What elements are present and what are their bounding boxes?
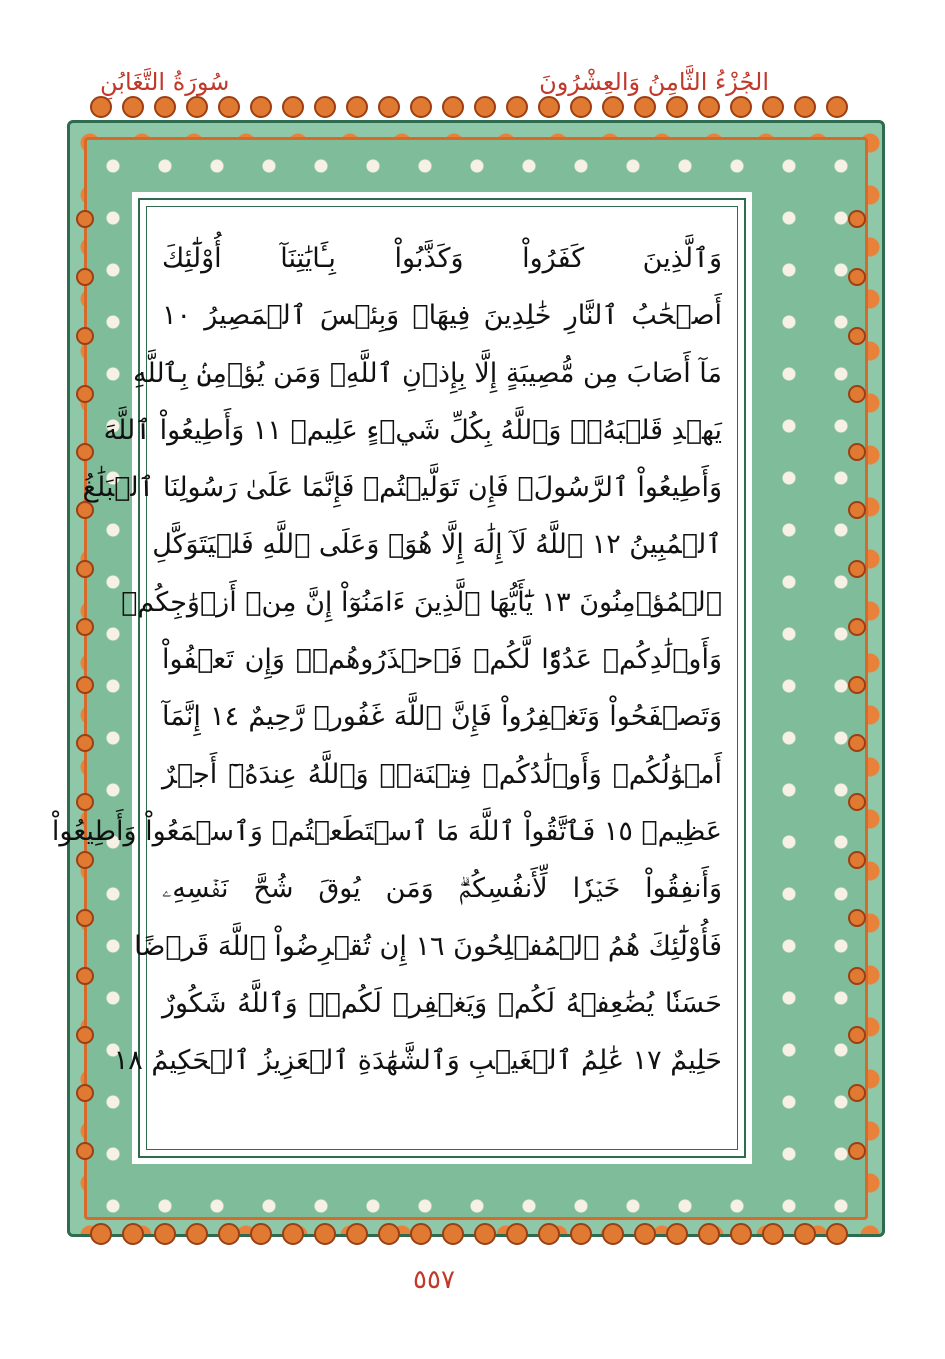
surah-name-header: سُورَةُ التَّغَابُنِ — [100, 68, 230, 96]
top-border-ornament — [90, 96, 848, 118]
verse-line: وَٱلَّذِينَ كَفَرُواْ وَكَذَّبُواْ بِـَٔايَٰتِنَآ أُوْلَٰٓئِكَ — [162, 243, 722, 274]
left-border-ornament — [76, 210, 106, 1160]
verse-line: عَظِيمٞ ١٥ فَٱتَّقُواْ ٱللَّهَ مَا ٱسۡتَطَعۡتُمۡ وَٱسۡمَعُواْ وَأَطِيعُواْ — [51, 815, 722, 847]
verse-line: وَتَصۡفَحُواْ وَتَغۡفِرُواْ فَإِنَّ ٱللَّهَ غَفُورٞ رَّحِيمٌ ١٤ إِنَّمَآ — [162, 701, 723, 733]
verse-line: أَمۡوَٰلُكُمۡ وَأَوۡلَٰدُكُمۡ فِتۡنَةٞۚ وَٱللَّهُ عِندَهُۥٓ أَجۡرٌ — [162, 758, 722, 790]
verse-text-panel — [51, 198, 746, 1158]
right-border-ornament — [848, 210, 878, 1160]
page-number: ٥٥٧ — [413, 1265, 455, 1295]
verse-line: وَأَنفِقُواْ خَيۡرٗا لِّأَنفُسِكُمۡۗ وَمَن يُوقَ شُحَّ نَفۡسِهِۦ — [162, 873, 722, 905]
verse-line: فَأُوْلَٰٓئِكَ هُمُ ٱلۡمُفۡلِحُونَ ١٦ إِن تُقۡرِضُواْ ٱللَّهَ قَرۡضًا — [134, 930, 722, 962]
verse-line: أَصۡحَٰبُ ٱلنَّارِ خَٰلِدِينَ فِيهَاۖ وَبِئۡسَ ٱلۡمَصِيرُ ١٠ — [162, 300, 722, 332]
verse-line: وَأَوۡلَٰدِكُمۡ عَدُوّٗا لَّكُمۡ فَٱحۡذَرُوهُمۡۚ وَإِن تَعۡفُواْ — [162, 644, 722, 676]
bottom-border-ornament — [90, 1223, 848, 1245]
verse-line: مَآ أَصَابَ مِن مُّصِيبَةٍ إِلَّا بِإِذۡنِ ٱللَّهِۗ وَمَن يُؤۡمِنۢ بِٱللَّهِ — [132, 357, 722, 389]
verse-lines — [51, 230, 723, 1089]
verse-line: يَهۡدِ قَلۡبَهُۥۚ وَٱللَّهُ بِكُلِّ شَيۡءٍ عَلِيمٞ ١١ وَأَطِيعُواْ ٱللَّهَ — [103, 414, 722, 446]
verse-line: ٱلۡمُبِينُ ١٢ ٱللَّهُ لَآ إِلَٰهَ إِلَّا هُوَۚ وَعَلَى ٱللَّهِ فَلۡيَتَوَكَّلِ — [152, 529, 722, 561]
verse-line: ٱلۡمُؤۡمِنُونَ ١٣ يَٰٓأَيُّهَا ٱلَّذِينَ ءَامَنُوٓاْ إِنَّ مِنۡ أَزۡوَٰجِكُمۡ — [121, 586, 722, 618]
juz-name-header: الجُزْءُ الثَّامِنُ وَالعِشْرُونَ — [539, 68, 769, 96]
verse-line: حَلِيمٌ ١٧ عَٰلِمُ ٱلۡغَيۡبِ وَٱلشَّهَٰدَةِ ٱلۡعَزِيزُ ٱلۡحَكِيمُ ١٨ — [113, 1045, 722, 1077]
verse-line: وَأَطِيعُواْ ٱلرَّسُولَۚ فَإِن تَوَلَّيۡتُمۡ فَإِنَّمَا عَلَىٰ رَسُولِنَا ٱلۡبَلَٰغُ — [82, 472, 722, 504]
verse-line: حَسَنٗا يُضَٰعِفۡهُ لَكُمۡ وَيَغۡفِرۡ لَكُمۡۚ وَٱللَّهُ شَكُورٌ — [162, 987, 722, 1019]
